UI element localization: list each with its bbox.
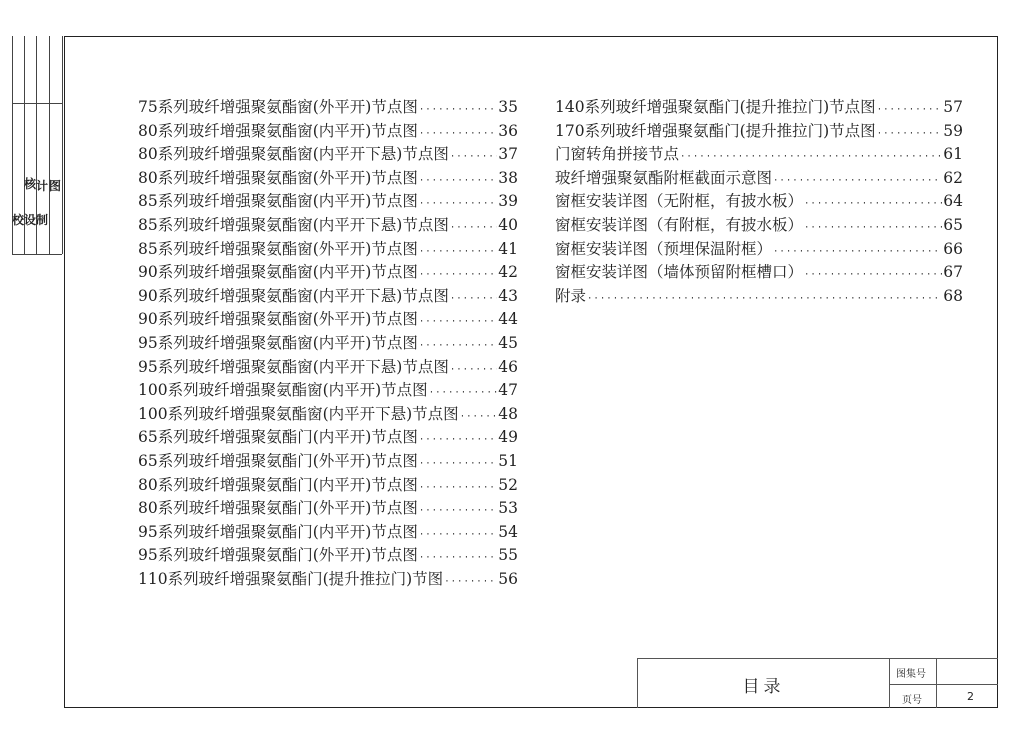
- toc-entry: [138, 189, 518, 213]
- toc-entry-page: 56: [498, 569, 518, 588]
- toc-entry-page: 44: [498, 310, 518, 329]
- toc-entry-title: 80系列玻纤增强聚氨酯窗(内平开下悬)节点图: [138, 145, 449, 164]
- toc-entry: [138, 260, 518, 284]
- toc-entry: [555, 284, 963, 308]
- toc-entry: [555, 95, 963, 119]
- sidebar-label-review: 核: [23, 177, 36, 191]
- toc-entry-page: 68: [943, 286, 963, 305]
- toc-entry-title: 85系列玻纤增强聚氨酯窗(外平开)节点图: [138, 239, 418, 258]
- toc-entry-page: 48: [498, 404, 518, 423]
- toc-entry-title: 90系列玻纤增强聚氨酯窗(内平开)节点图: [138, 263, 418, 282]
- toc-entry: [555, 213, 963, 237]
- toc-entry: [555, 189, 963, 213]
- toc-entry: [555, 260, 963, 284]
- toc-entry: [138, 237, 518, 261]
- drawing-title: 目录: [742, 676, 785, 697]
- toc-entry-title: 100系列玻纤增强聚氨酯窗(内平开下悬)节点图: [138, 404, 459, 423]
- signature-strip: [12, 36, 62, 254]
- toc-entry: [138, 142, 518, 166]
- dot-leader: [419, 553, 497, 563]
- dot-leader: [804, 223, 942, 233]
- toc-entry-title: 80系列玻纤增强聚氨酯门(内平开)节点图: [138, 475, 418, 494]
- toc-entry-title: 附录: [555, 286, 587, 305]
- toc-entry-page: 52: [498, 475, 518, 494]
- toc-entry: [138, 496, 518, 520]
- page-number-label: 页号: [902, 695, 922, 706]
- toc-entry: [138, 213, 518, 237]
- toc-entry: [138, 355, 518, 379]
- sidebar-label-design: 设: [23, 213, 36, 227]
- toc-entry-title: 65系列玻纤增强聚氨酯门(外平开)节点图: [138, 451, 418, 470]
- toc-entry-title: 170系列玻纤增强聚氨酯门(提升推拉门)节点图: [555, 121, 876, 140]
- toc-entry-title: 95系列玻纤增强聚氨酯窗(内平开)节点图: [138, 333, 418, 352]
- toc-entry-page: 49: [498, 428, 518, 447]
- toc-entry: [138, 543, 518, 567]
- dot-leader: [773, 176, 942, 186]
- dot-leader: [877, 129, 943, 139]
- toc-entry-page: 59: [943, 121, 963, 140]
- toc-entry-page: 53: [498, 499, 518, 518]
- toc-entry-title: 窗框安装详图（有附框，有披水板）: [555, 215, 804, 234]
- toc-entry: [138, 378, 518, 402]
- toc-entry-title: 65系列玻纤增强聚氨酯门(内平开)节点图: [138, 428, 418, 447]
- toc-entry-title: 窗框安装详图（无附框，有披水板）: [555, 192, 804, 211]
- toc-entry-page: 67: [943, 263, 963, 282]
- toc-entry-page: 51: [498, 451, 518, 470]
- toc-entry-title: 95系列玻纤增强聚氨酯门(外平开)节点图: [138, 546, 418, 565]
- toc-entry-title: 90系列玻纤增强聚氨酯窗(内平开下悬)节点图: [138, 286, 449, 305]
- toc-entry-title: 80系列玻纤增强聚氨酯窗(外平开)节点图: [138, 168, 418, 187]
- toc-entry: [138, 331, 518, 355]
- dot-leader: [460, 412, 498, 422]
- toc-entry: [555, 119, 963, 143]
- toc-right-column: [555, 95, 963, 307]
- dot-leader: [587, 294, 942, 304]
- dot-leader: [419, 530, 497, 540]
- dot-leader: [419, 247, 497, 257]
- toc-entry-page: 38: [498, 168, 518, 187]
- toc-entry: [138, 95, 518, 119]
- toc-entry-page: 36: [498, 121, 518, 140]
- toc-left-column: [138, 95, 518, 590]
- toc-entry: [138, 402, 518, 426]
- toc-entry: [555, 142, 963, 166]
- toc-entry-page: 43: [498, 286, 518, 305]
- toc-entry-title: 80系列玻纤增强聚氨酯门(外平开)节点图: [138, 499, 418, 518]
- dot-leader: [419, 199, 497, 209]
- toc-entry-page: 41: [498, 239, 518, 258]
- dot-leader: [773, 247, 942, 257]
- toc-entry: [138, 166, 518, 190]
- toc-entry-title: 90系列玻纤增强聚氨酯窗(外平开)节点图: [138, 310, 418, 329]
- toc-entry: [138, 567, 518, 591]
- toc-entry-title: 75系列玻纤增强聚氨酯窗(外平开)节点图: [138, 98, 418, 116]
- dot-leader: [419, 483, 497, 493]
- sidebar-label-ji: 计: [35, 179, 48, 193]
- dot-leader: [419, 459, 497, 469]
- dot-leader: [419, 317, 497, 327]
- toc-entry-title: 窗框安装详图（预埋保温附框）: [555, 239, 773, 258]
- sidebar-label-check: 校: [11, 213, 24, 227]
- toc-entry-page: 55: [498, 546, 518, 565]
- toc-entry: [555, 237, 963, 261]
- toc-entry: [555, 166, 963, 190]
- toc-entry-title: 95系列玻纤增强聚氨酯窗(内平开下悬)节点图: [138, 357, 449, 376]
- dot-leader: [419, 105, 497, 115]
- toc-entry-page: 42: [498, 263, 518, 282]
- toc-entry-page: 65: [943, 215, 963, 234]
- dot-leader: [419, 435, 497, 445]
- toc-entry-page: 40: [498, 215, 518, 234]
- dot-leader: [680, 152, 942, 162]
- toc-entry-title: 140系列玻纤增强聚氨酯门(提升推拉门)节点图: [555, 98, 876, 116]
- toc-entry: [138, 473, 518, 497]
- toc-entry: [138, 284, 518, 308]
- dot-leader: [419, 506, 497, 516]
- toc-entry-title: 95系列玻纤增强聚氨酯门(内平开)节点图: [138, 522, 418, 541]
- toc-entry-page: 64: [943, 192, 963, 211]
- dot-leader: [450, 294, 497, 304]
- toc-entry-page: 62: [943, 168, 963, 187]
- toc-entry-page: 54: [498, 522, 518, 541]
- page-number-value: 2: [967, 690, 974, 703]
- dot-leader: [429, 388, 498, 398]
- dot-leader: [419, 270, 497, 280]
- toc-entry-title: 110系列玻纤增强聚氨酯门(提升推拉门)节图: [138, 569, 444, 588]
- toc-entry-page: 61: [943, 145, 963, 164]
- toc-entry-page: 39: [498, 192, 518, 211]
- toc-entry-page: 57: [943, 98, 963, 116]
- toc-entry-page: 35: [498, 98, 518, 116]
- atlas-number-label: 图集号: [896, 669, 926, 680]
- toc-entry-page: 66: [943, 239, 963, 258]
- title-block: [637, 658, 998, 708]
- toc-entry-title: 85系列玻纤增强聚氨酯窗(内平开)节点图: [138, 192, 418, 211]
- dot-leader: [419, 129, 497, 139]
- toc-entry-title: 85系列玻纤增强聚氨酯窗(内平开下悬)节点图: [138, 215, 449, 234]
- toc-entry-page: 45: [498, 333, 518, 352]
- toc-entry: [138, 449, 518, 473]
- toc-entry-page: 47: [498, 381, 518, 400]
- toc-entry-page: 46: [498, 357, 518, 376]
- dot-leader: [804, 199, 942, 209]
- dot-leader: [419, 176, 497, 186]
- sidebar-label-zhi: 制: [35, 213, 48, 227]
- toc-entry: [138, 425, 518, 449]
- dot-leader: [450, 152, 497, 162]
- dot-leader: [804, 270, 942, 280]
- sidebar-label-drawing: 图: [48, 179, 61, 193]
- dot-leader: [419, 341, 497, 351]
- dot-leader: [444, 577, 497, 587]
- toc-entry-title: 门窗转角拼接节点: [555, 145, 680, 164]
- toc-entry: [138, 520, 518, 544]
- toc-entry-title: 玻纤增强聚氨酯附框截面示意图: [555, 168, 773, 187]
- dot-leader: [450, 223, 497, 233]
- toc-entry-title: 窗框安装详图（墙体预留附框槽口）: [555, 263, 804, 282]
- dot-leader: [877, 105, 943, 115]
- toc-entry-title: 100系列玻纤增强聚氨酯窗(内平开)节点图: [138, 381, 428, 400]
- toc-entry: [138, 119, 518, 143]
- toc-entry-title: 80系列玻纤增强聚氨酯窗(内平开)节点图: [138, 121, 418, 140]
- toc-entry: [138, 307, 518, 331]
- dot-leader: [450, 365, 497, 375]
- toc-entry-page: 37: [498, 145, 518, 164]
